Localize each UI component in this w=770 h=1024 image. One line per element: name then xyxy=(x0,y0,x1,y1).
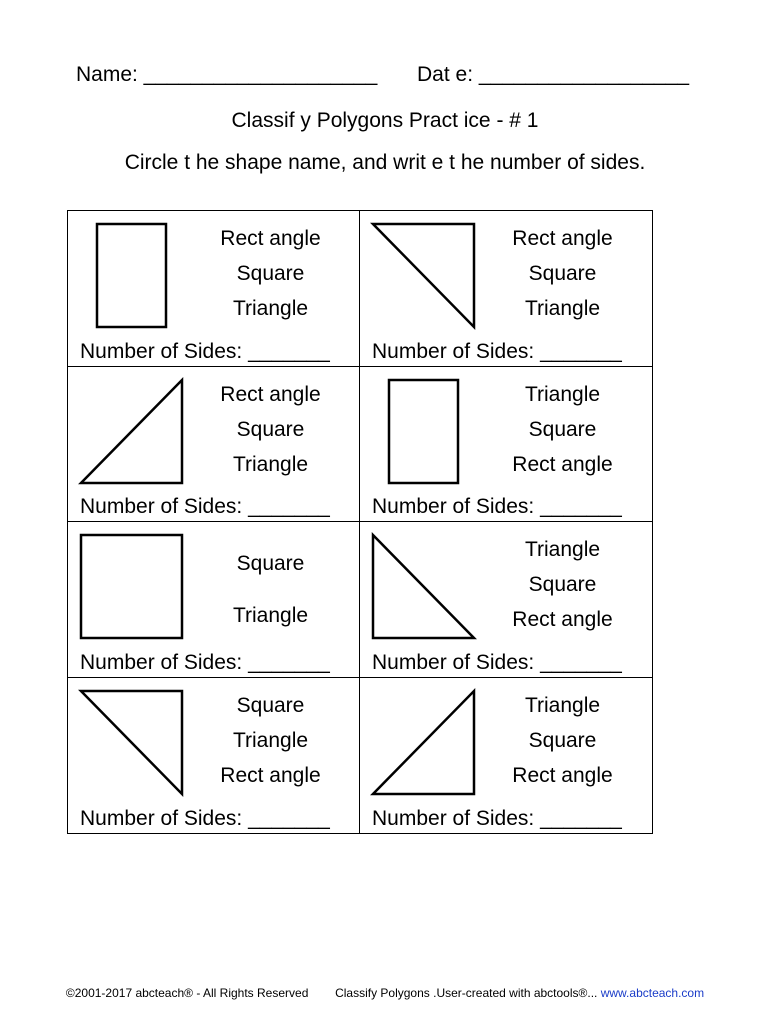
option-3[interactable]: Triangle xyxy=(232,452,309,476)
option-2[interactable]: Triangle xyxy=(232,728,309,752)
name-field[interactable]: Name: ____________________ xyxy=(76,63,378,86)
worksheet-cell-3 xyxy=(68,367,360,523)
triangle-shape xyxy=(368,530,480,650)
footer-created-text: .User-created with abctools®... xyxy=(433,986,598,1000)
option-1[interactable]: Triangle xyxy=(524,538,601,561)
shape-options xyxy=(198,377,343,482)
option-2[interactable]: Square xyxy=(528,417,597,441)
option-2[interactable]: Square xyxy=(528,262,597,285)
shape-options xyxy=(490,377,635,482)
shape-options xyxy=(198,538,343,642)
option-1[interactable]: Rect angle xyxy=(220,382,321,406)
worksheet-grid xyxy=(67,210,653,834)
rectangle-shape xyxy=(76,219,188,339)
option-3[interactable]: Rect angle xyxy=(512,608,613,631)
date-field[interactable]: Dat e: __________________ xyxy=(417,63,690,86)
option-2[interactable]: Square xyxy=(236,417,305,441)
footer-doc-title: Classify Polygons xyxy=(335,986,430,1000)
shape-options xyxy=(490,688,635,793)
number-of-sides-field[interactable]: Number of Sides: _______ xyxy=(372,495,622,518)
option-2[interactable]: Square xyxy=(236,262,305,285)
triangle-shape xyxy=(76,375,188,495)
worksheet-cell-6 xyxy=(360,522,652,678)
option-2[interactable]: Triangle xyxy=(232,604,309,627)
number-of-sides-field[interactable]: Number of Sides: _______ xyxy=(372,339,622,363)
shape-options xyxy=(490,532,635,637)
option-2[interactable]: Square xyxy=(528,573,597,596)
worksheet-title: Classif y Polygons Pract ice - # 1 xyxy=(231,109,539,132)
worksheet-cell-1 xyxy=(68,211,360,367)
option-1[interactable]: Square xyxy=(236,693,305,717)
option-1[interactable]: Rect angle xyxy=(512,227,613,250)
shape-options xyxy=(198,221,343,326)
worksheet-cell-8 xyxy=(360,678,652,834)
option-3[interactable]: Rect angle xyxy=(512,763,613,787)
option-3[interactable]: Triangle xyxy=(232,297,309,320)
shape-options xyxy=(198,688,343,793)
option-3[interactable]: Rect angle xyxy=(512,452,613,476)
worksheet-cell-4 xyxy=(360,367,652,523)
number-of-sides-field[interactable]: Number of Sides: _______ xyxy=(372,650,622,674)
number-of-sides-field[interactable]: Number of Sides: _______ xyxy=(80,650,330,674)
copyright-text: ©2001-2017 abcteach® - All Rights Reserved xyxy=(65,986,309,1000)
worksheet-cell-7 xyxy=(68,678,360,834)
number-of-sides-field[interactable]: Number of Sides: _______ xyxy=(80,339,330,363)
number-of-sides-field[interactable]: Number of Sides: _______ xyxy=(372,807,622,830)
number-of-sides-field[interactable]: Number of Sides: _______ xyxy=(80,495,330,518)
footer xyxy=(0,986,770,1000)
rectangle-shape xyxy=(368,375,480,495)
square-shape xyxy=(76,530,188,650)
option-1[interactable]: Triangle xyxy=(524,382,601,406)
number-of-sides-field[interactable]: Number of Sides: _______ xyxy=(80,807,330,830)
option-3[interactable]: Rect angle xyxy=(220,763,321,787)
option-1[interactable]: Rect angle xyxy=(220,227,321,250)
shape-options xyxy=(490,221,635,326)
triangle-shape xyxy=(368,686,480,806)
abcteach-link[interactable]: www.abcteach.com xyxy=(600,986,705,1000)
worksheet-cell-5 xyxy=(68,522,360,678)
instructions: Circle t he shape name, and writ e t he number of sides. xyxy=(124,151,646,174)
triangle-shape xyxy=(368,219,480,339)
worksheet-cell-2 xyxy=(360,211,652,367)
option-3[interactable]: Triangle xyxy=(524,297,601,320)
option-2[interactable]: Square xyxy=(528,728,597,752)
option-1[interactable]: Triangle xyxy=(524,693,601,717)
option-1[interactable]: Square xyxy=(236,552,305,575)
header-row xyxy=(0,63,770,97)
triangle-shape xyxy=(76,686,188,806)
